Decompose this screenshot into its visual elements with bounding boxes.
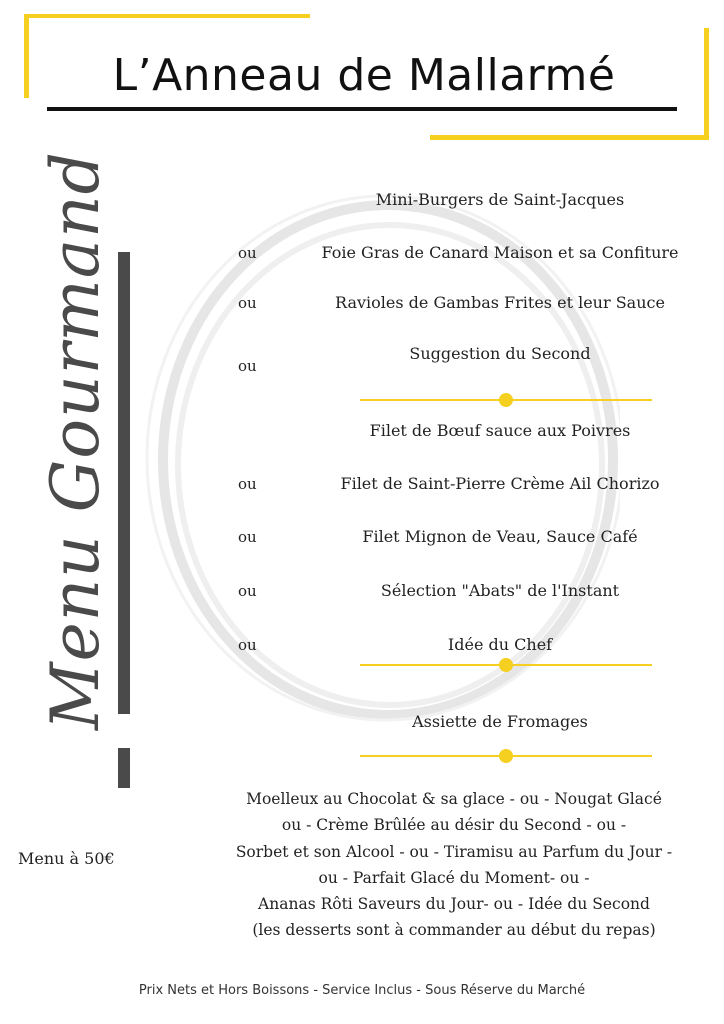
dish-item: Filet Mignon de Veau, Sauce Café <box>362 527 638 546</box>
desserts-block <box>230 786 678 944</box>
dessert-line: ou - Crème Brûlée au désir du Second - ou - <box>281 816 627 835</box>
dessert-line: ou - Parfait Glacé du Moment- ou - <box>318 868 590 887</box>
ou-label: ou <box>238 294 257 312</box>
section-divider <box>360 392 652 408</box>
dessert-note: (les desserts sont à commander au début du repas) <box>252 921 656 940</box>
dessert-line: Sorbet et son Alcool - ou - Tiramisu au Parfum du Jour - <box>235 842 673 861</box>
dessert-line: Moelleux au Chocolat & sa glace - ou - Nougat Glacé <box>246 790 662 808</box>
dish-item: Assiette de Fromages <box>412 712 588 731</box>
dish-item: Filet de Saint-Pierre Crème Ail Chorizo <box>340 474 660 493</box>
ou-label: ou <box>238 582 257 600</box>
menu-price: Menu à 50€ <box>18 849 115 868</box>
section-divider <box>360 748 652 764</box>
restaurant-title: L’Anneau de Mallarmé <box>112 50 616 101</box>
ou-label: ou <box>238 244 257 262</box>
ou-label: ou <box>238 636 257 654</box>
dish-item: Ravioles de Gambas Frites et leur Sauce <box>335 293 665 312</box>
dish-item: Filet de Bœuf sauce aux Poivres <box>369 421 631 440</box>
ou-label: ou <box>238 528 257 546</box>
footer-note: Prix Nets et Hors Boissons - Service Inclus - Sous Réserve du Marché <box>138 983 586 998</box>
title-underline <box>47 107 677 111</box>
dish-item: Sélection "Abats" de l'Instant <box>380 581 620 600</box>
section-divider <box>360 657 652 673</box>
ou-label: ou <box>238 357 257 375</box>
dish-item: Foie Gras de Canard Maison et sa Confiture <box>321 243 679 262</box>
dish-item: Suggestion du Second <box>409 344 591 363</box>
menu-name-vertical: Menu Gourmand <box>37 151 114 730</box>
dessert-line: Ananas Rôti Saveurs du Jour- ou - Idée du Second <box>258 895 650 914</box>
side-bar-lower <box>118 748 130 788</box>
ou-label: ou <box>238 475 257 493</box>
dish-item: Mini-Burgers de Saint-Jacques <box>375 190 625 209</box>
dish-item: Idée du Chef <box>447 635 553 654</box>
